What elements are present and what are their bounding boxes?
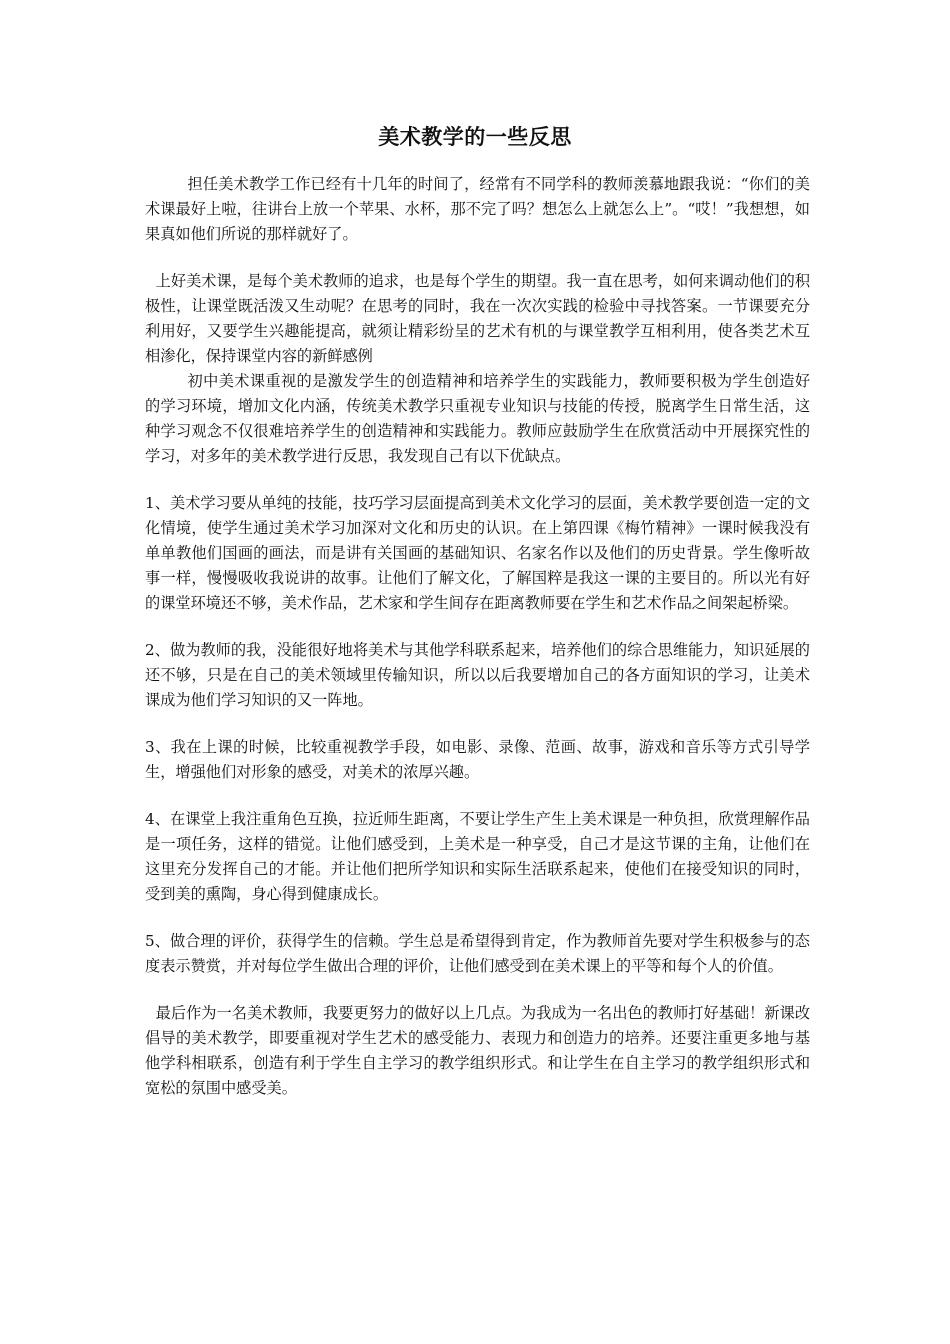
paragraph-point-2: 2、做为教师的我，没能很好地将美术与其他学科联系起来，培养他们的综合思维能力，知识延展的还不够，只是在自己的美术领域里传输知识，所以以后我要增加自己的各方面知识的学习，让美术课成为他们学习知识的又一阵地。 xyxy=(145,641,810,709)
paragraph-point-4: 4、在课堂上我注重角色互换，拉近师生距离，不要让学生产生上美术课是一种负担，欣赏理解作品是一项任务，这样的错觉。让他们感受到，上美术是一种享受，自己才是这节课的主角，让他们在这里充分发挥自己的才能。并让他们把所学知识和实际生活联系起来，使他们在接受知识的同时，受到美的熏陶，身心得到健康成长。 xyxy=(145,810,810,903)
paragraph-conclusion: 最后作为一名美术教师，我要更努力的做好以上几点。为我成为一名出色的教师打好基础！新课改倡导的美术教学，即要重视对学生艺术的感受能力、表现力和创造力的培养。还要注重更多地与基他学科相联系，创造有利于学生自主学习的教学组织形式。和让学生在自主学习的教学组织形式和宽松的氛围中感受美。 xyxy=(145,1004,810,1097)
paragraph-point-1: 1、美术学习要从单纯的技能，技巧学习层面提高到美术文化学习的层面，美术教学要创造一定的文化情境，使学生通过美术学习加深对文化和历史的认识。在上第四课《梅竹精神》一课时候我没有单单教他们国画的画法，而是讲有关国画的基础知识、名家名作以及他们的历史背景。学生像听故事一样，慢慢吸收我说讲的故事。让他们了解文化，了解国粹是我这一课的主要目的。所以光有好的课堂环境还不够，美术作品，艺术家和学生间存在距离教师要在学生和艺术作品之间架起桥梁。 xyxy=(145,494,810,612)
paragraph-intro: 担任美术教学工作已经有十几年的时间了，经常有不同学科的教师羡慕地跟我说：“你们的美术课最好上啦，往讲台上放一个苹果、水杯，那不完了吗？想怎么上就怎么上”。“哎！”我想想，如果真如他们所说的那样就好了。 xyxy=(145,175,810,243)
paragraph-junior-high: 初中美术课重视的是激发学生的创造精神和培养学生的实践能力，教师要积极为学生创造好的学习环境，增加文化内涵，传统美术教学只重视专业知识与技能的传授，脱离学生日常生活，这种学习观念不仅很难培养学生的创造精神和实践能力。教师应鼓励学生在欣赏活动中开展探究性的学习，对多年的美术教学进行反思，我发现自己有以下优缺点。 xyxy=(145,372,810,465)
paragraph-point-3: 3、我在上课的时候，比较重视教学手段，如电影、录像、范画、故事，游戏和音乐等方式引导学生，增强他们对形象的感受，对美术的浓厚兴趣。 xyxy=(145,738,810,781)
paragraph-point-5: 5、做合理的评价，获得学生的信赖。学生总是希望得到肯定，作为教师首先要对学生积极参与的态度表示赞赏，并对每位学生做出合理的评价，让他们感受到在美术课上的平等和每个人的价值。 xyxy=(145,932,810,975)
page-title: 美术教学的一些反思 xyxy=(378,125,572,149)
paragraph-goal: 上好美术课，是每个美术教师的追求，也是每个学生的期望。我一直在思考，如何来调动他们的积极性，让课堂既活泼又生动呢？在思考的同时，我在一次次实践的检验中寻找答案。一节课要充分利用好，又要学生兴趣能提高，就须让精彩纷呈的艺术有机的与课堂教学互相利用，使各类艺术互相渗化，保持课堂内容的新鲜感例 xyxy=(145,272,810,365)
document-body xyxy=(145,172,810,1101)
